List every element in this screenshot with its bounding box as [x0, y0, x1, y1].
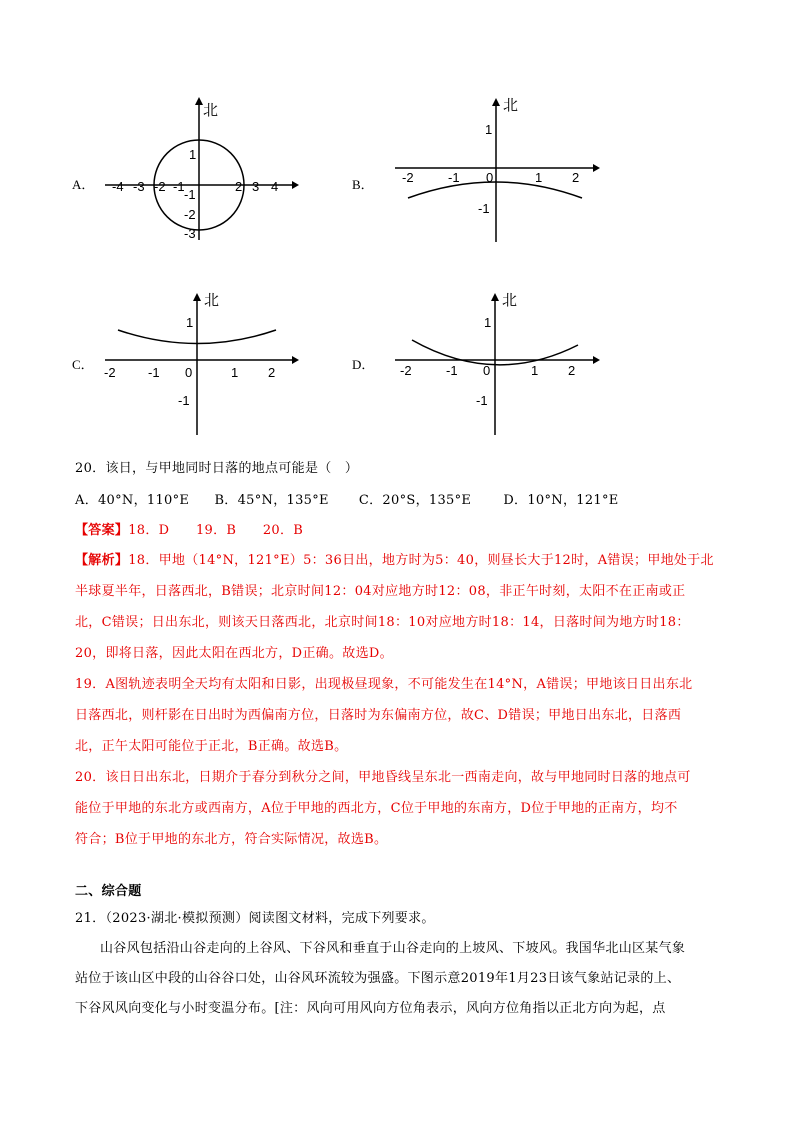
material-line-1: 山谷风包括沿山谷走向的上谷风、下谷风和垂直于山谷走向的上坡风、下坡风。我国华北山区某气象: [100, 941, 686, 956]
north-label: 北: [503, 96, 519, 114]
question-21-stem: 21．（2023·湖北·模拟预测）阅读图文材料，完成下列要求。: [75, 911, 435, 926]
x-tick-label: 4: [271, 179, 279, 194]
x-axis-arrow: [292, 356, 299, 364]
analysis-19-line-2: 日落西北，则杆影在日出时为西偏南方位，日落时为东偏南方位，故C、D错误；甲地日出东北，日落西: [75, 708, 682, 723]
y-tick-label: -3: [184, 226, 196, 241]
option-c-text: C．20°S，135°E: [358, 493, 472, 508]
answer-text: 18．D 19．B 20．B: [128, 523, 304, 538]
sun-path-curve: [408, 182, 582, 198]
y-tick-label: 1: [484, 315, 492, 330]
analysis-18-line-3: 北，C错误；日出东北，则该天日落西北，北京时间18：10对应地方时18：14，日落时间为地方时18：: [75, 615, 690, 630]
y-tick-label: -1: [178, 393, 190, 408]
x-axis-arrow: [593, 164, 600, 172]
analysis-18-line-1: [75, 549, 714, 568]
analysis-18-line-2: 半球夏半年，日落西北，B错误；北京时间12：04对应地方时12：08，非正午时刻，太阳不在正南或正: [75, 584, 686, 599]
x-tick-label: 0: [486, 170, 494, 185]
option-c-label: C．: [72, 357, 94, 372]
north-label: 北: [204, 291, 220, 309]
x-tick-label: -2: [400, 363, 412, 378]
question-20-stem: 20．该日，与甲地同时日落的地点可能是（ ）: [75, 461, 359, 476]
x-tick-label: -4: [112, 179, 124, 194]
y-tick-label: -2: [184, 207, 196, 222]
option-d-text: D．10°N，121°E: [503, 493, 619, 508]
analysis-20-line-1: 20．该日日出东北，日期介于春分到秋分之间，甲地昏线呈东北一西南走向，故与甲地同时日落的地点可: [75, 770, 691, 785]
x-tick-label: 0: [185, 365, 193, 380]
material-line-3: 下谷风风向变化与小时变温分布。[注：风向可用风向方位角表示，风向方位角指以正北方向为起，点: [75, 1001, 666, 1016]
x-tick-label: 1: [231, 365, 239, 380]
x-tick-label: -2: [104, 365, 116, 380]
x-tick-label: 0: [483, 363, 491, 378]
y-tick-label: 1: [485, 122, 493, 137]
option-c-diagram: [100, 285, 310, 445]
x-tick-label: 2: [572, 170, 580, 185]
y-axis-arrow: [195, 97, 203, 105]
analysis-20-line-2: 能位于甲地的东北方或西南方，A位于甲地的西北方，C位于甲地的东南方，D位于甲地的正南方，均不: [75, 801, 678, 816]
x-tick-label: 2: [568, 363, 576, 378]
x-tick-label: -1: [148, 365, 160, 380]
y-tick-label: -1: [478, 201, 490, 216]
analysis-19-line-3: 北，正午太阳可能位于正北，B正确。故选B。: [75, 739, 348, 754]
x-axis-arrow: [593, 356, 600, 364]
option-a-label: A．: [72, 177, 95, 192]
x-tick-label: 2: [235, 179, 243, 194]
x-tick-label: -2: [402, 170, 414, 185]
x-tick-label: -3: [133, 179, 145, 194]
option-b-label: B．: [352, 177, 374, 192]
x-tick-label: 2: [268, 365, 276, 380]
analysis-19-line-1: 19．A图轨迹表明全天均有太阳和日影，出现极昼现象，不可能发生在14°N，A错误；甲地该日日出东北: [75, 677, 693, 692]
x-tick-label: -1: [446, 363, 458, 378]
x-axis-arrow: [292, 181, 299, 189]
section-heading: 二、综合题: [75, 884, 142, 899]
x-tick-label: 3: [252, 179, 260, 194]
option-a-diagram: [100, 95, 300, 245]
y-axis-arrow: [492, 98, 500, 106]
north-label: 北: [203, 101, 219, 119]
option-b-diagram: [390, 90, 610, 250]
y-tick-label: 1: [189, 147, 197, 162]
x-tick-label: 1: [531, 363, 539, 378]
x-tick-label: -1: [173, 179, 185, 194]
option-b-text: B．45°N，135°E: [214, 493, 329, 508]
y-axis-arrow: [491, 293, 499, 301]
option-d-label: D．: [352, 357, 375, 372]
x-tick-label: 1: [535, 170, 543, 185]
analysis-18-line-4: 20，即将日落，因此太阳在西北方，D正确。故选D。: [75, 646, 393, 661]
option-d-diagram: [390, 285, 610, 445]
option-a-text: A．40°N，110°E: [75, 493, 190, 508]
x-tick-label: -2: [154, 179, 166, 194]
y-tick-label: -1: [184, 187, 196, 202]
question-20-options: [75, 489, 619, 508]
analysis-text: 18．甲地（14°N，121°E）5：36日出，地方时为5：40，则昼长大于12时，A错误；甲地处于北: [128, 553, 714, 568]
answer-tag: 【答案】: [75, 523, 129, 538]
y-tick-label: 1: [186, 315, 194, 330]
y-tick-label: -1: [476, 393, 488, 408]
analysis-tag: 【解析】: [75, 553, 129, 568]
north-label: 北: [502, 291, 518, 309]
y-axis-arrow: [193, 293, 201, 301]
x-tick-label: -1: [448, 170, 460, 185]
answer-line: [75, 519, 303, 538]
analysis-20-line-3: 符合；B位于甲地的东北方，符合实际情况，故选B。: [75, 832, 388, 847]
material-line-2: 站位于该山区中段的山谷谷口处，山谷风环流较为强盛。下图示意2019年1月23日该气象站记录的上、: [75, 971, 681, 986]
